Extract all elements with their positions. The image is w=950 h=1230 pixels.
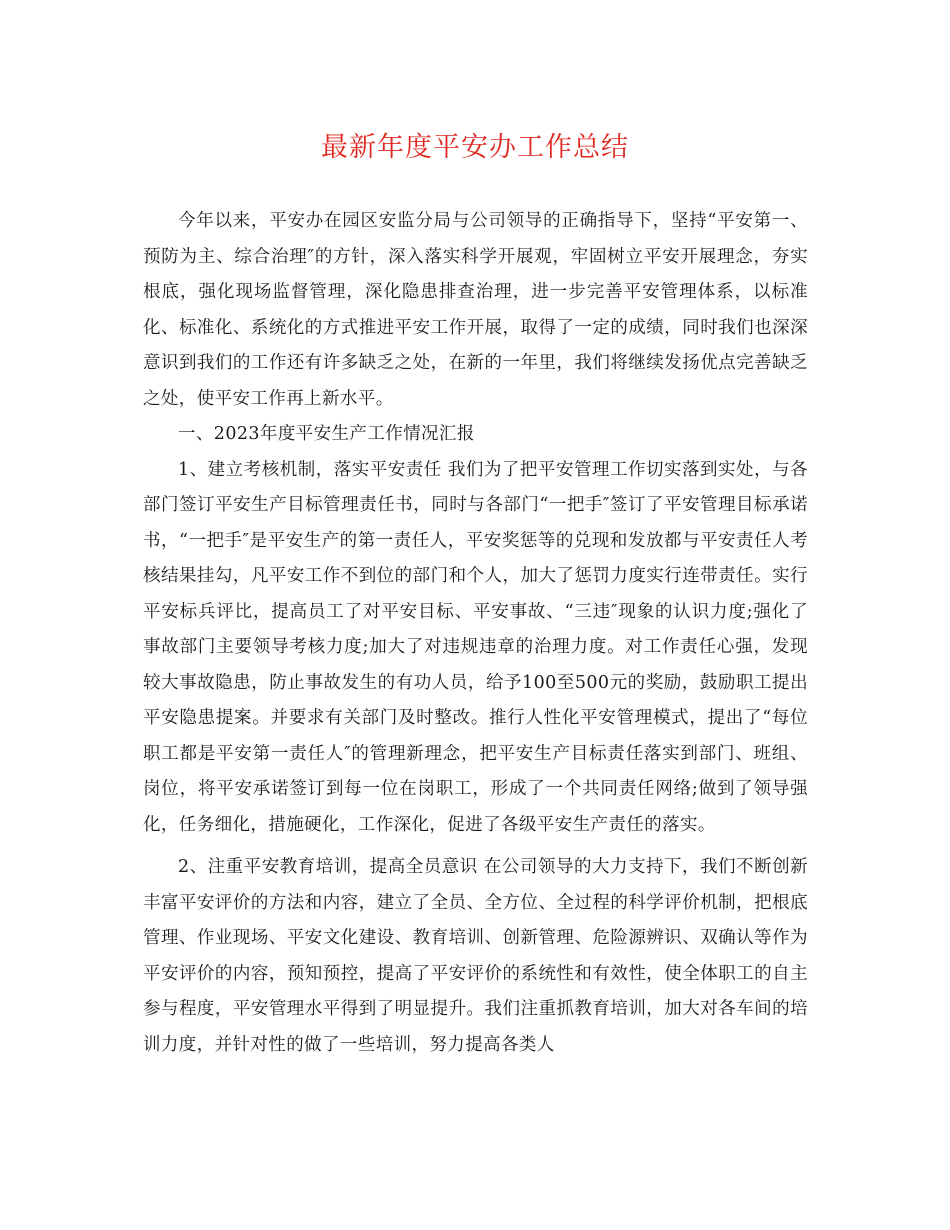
section-heading-1: 一、2023年度平安生产工作情况汇报 — [178, 424, 475, 444]
document-body — [143, 204, 808, 1063]
document-title: 最新年度平安办工作总结 — [321, 132, 629, 163]
paragraph-training: 2、注重平安教育培训，提高全员意识 在公司领导的大力支持下，我们不断创新丰富平安评价的方法和内容，建立了全员、全方位、全过程的科学评价机制，把根底管理、作业现场、平安文化建设、教育培训、创新管理、危险源辨识、双确认等作为平安评价的内容，预知预控，提高了平安评价的系统性和有效性，使全体职工的自主参与程度，平安管理水平得到了明显提升。我们注重抓教育培训，加大对各车间的培训力度，并针对性的做了一些培训，努力提高各类人 — [143, 857, 808, 1055]
intro-paragraph: 今年以来，平安办在园区安监分局与公司领导的正确指导下，坚持“平安第一、预防为主、综合治理″的方针，深入落实科学开展观，牢固树立平安开展理念，夯实根底，强化现场监督管理，深化隐患排查治理，进一步完善平安管理体系，以标准化、标准化、系统化的方式推进平安工作开展，取得了一定的成绩，同时我们也深深意识到我们的工作还有许多缺乏之处，在新的一年里，我们将继续发扬优点完善缺乏之处，使平安工作再上新水平。 — [143, 211, 808, 409]
paragraph-responsibility: 1、建立考核机制，落实平安责任 我们为了把平安管理工作切实落到实处，与各部门签订平安生产目标管理责任书，同时与各部门“一把手″签订了平安管理目标承诺书，“一把手″是平安生产的第一责任人，平安奖惩等的兑现和发放都与平安责任人考核结果挂勾，凡平安工作不到位的部门和个人，加大了惩罚力度实行连带责任。实行平安标兵评比，提高员工了对平安目标、平安事故、“三违″现象的认识力度;强化了事故部门主要领导考核力度;加大了对违规违章的治理力度。对工作责任心强，发现较大事故隐患，防止事故发生的有功人员，给予100至500元的奖励，鼓励职工提出平安隐患提案。并要求有关部门及时整改。推行人性化平安管理模式，提出了“每位职工都是平安第一责任人″的管理新理念，把平安生产目标责任落实到部门、班组、岗位，将平安承诺签订到每一位在岗职工，形成了一个共同责任网络;做到了领导强化，任务细化，措施硬化，工作深化，促进了各级平安生产责任的落实。 — [143, 459, 808, 835]
